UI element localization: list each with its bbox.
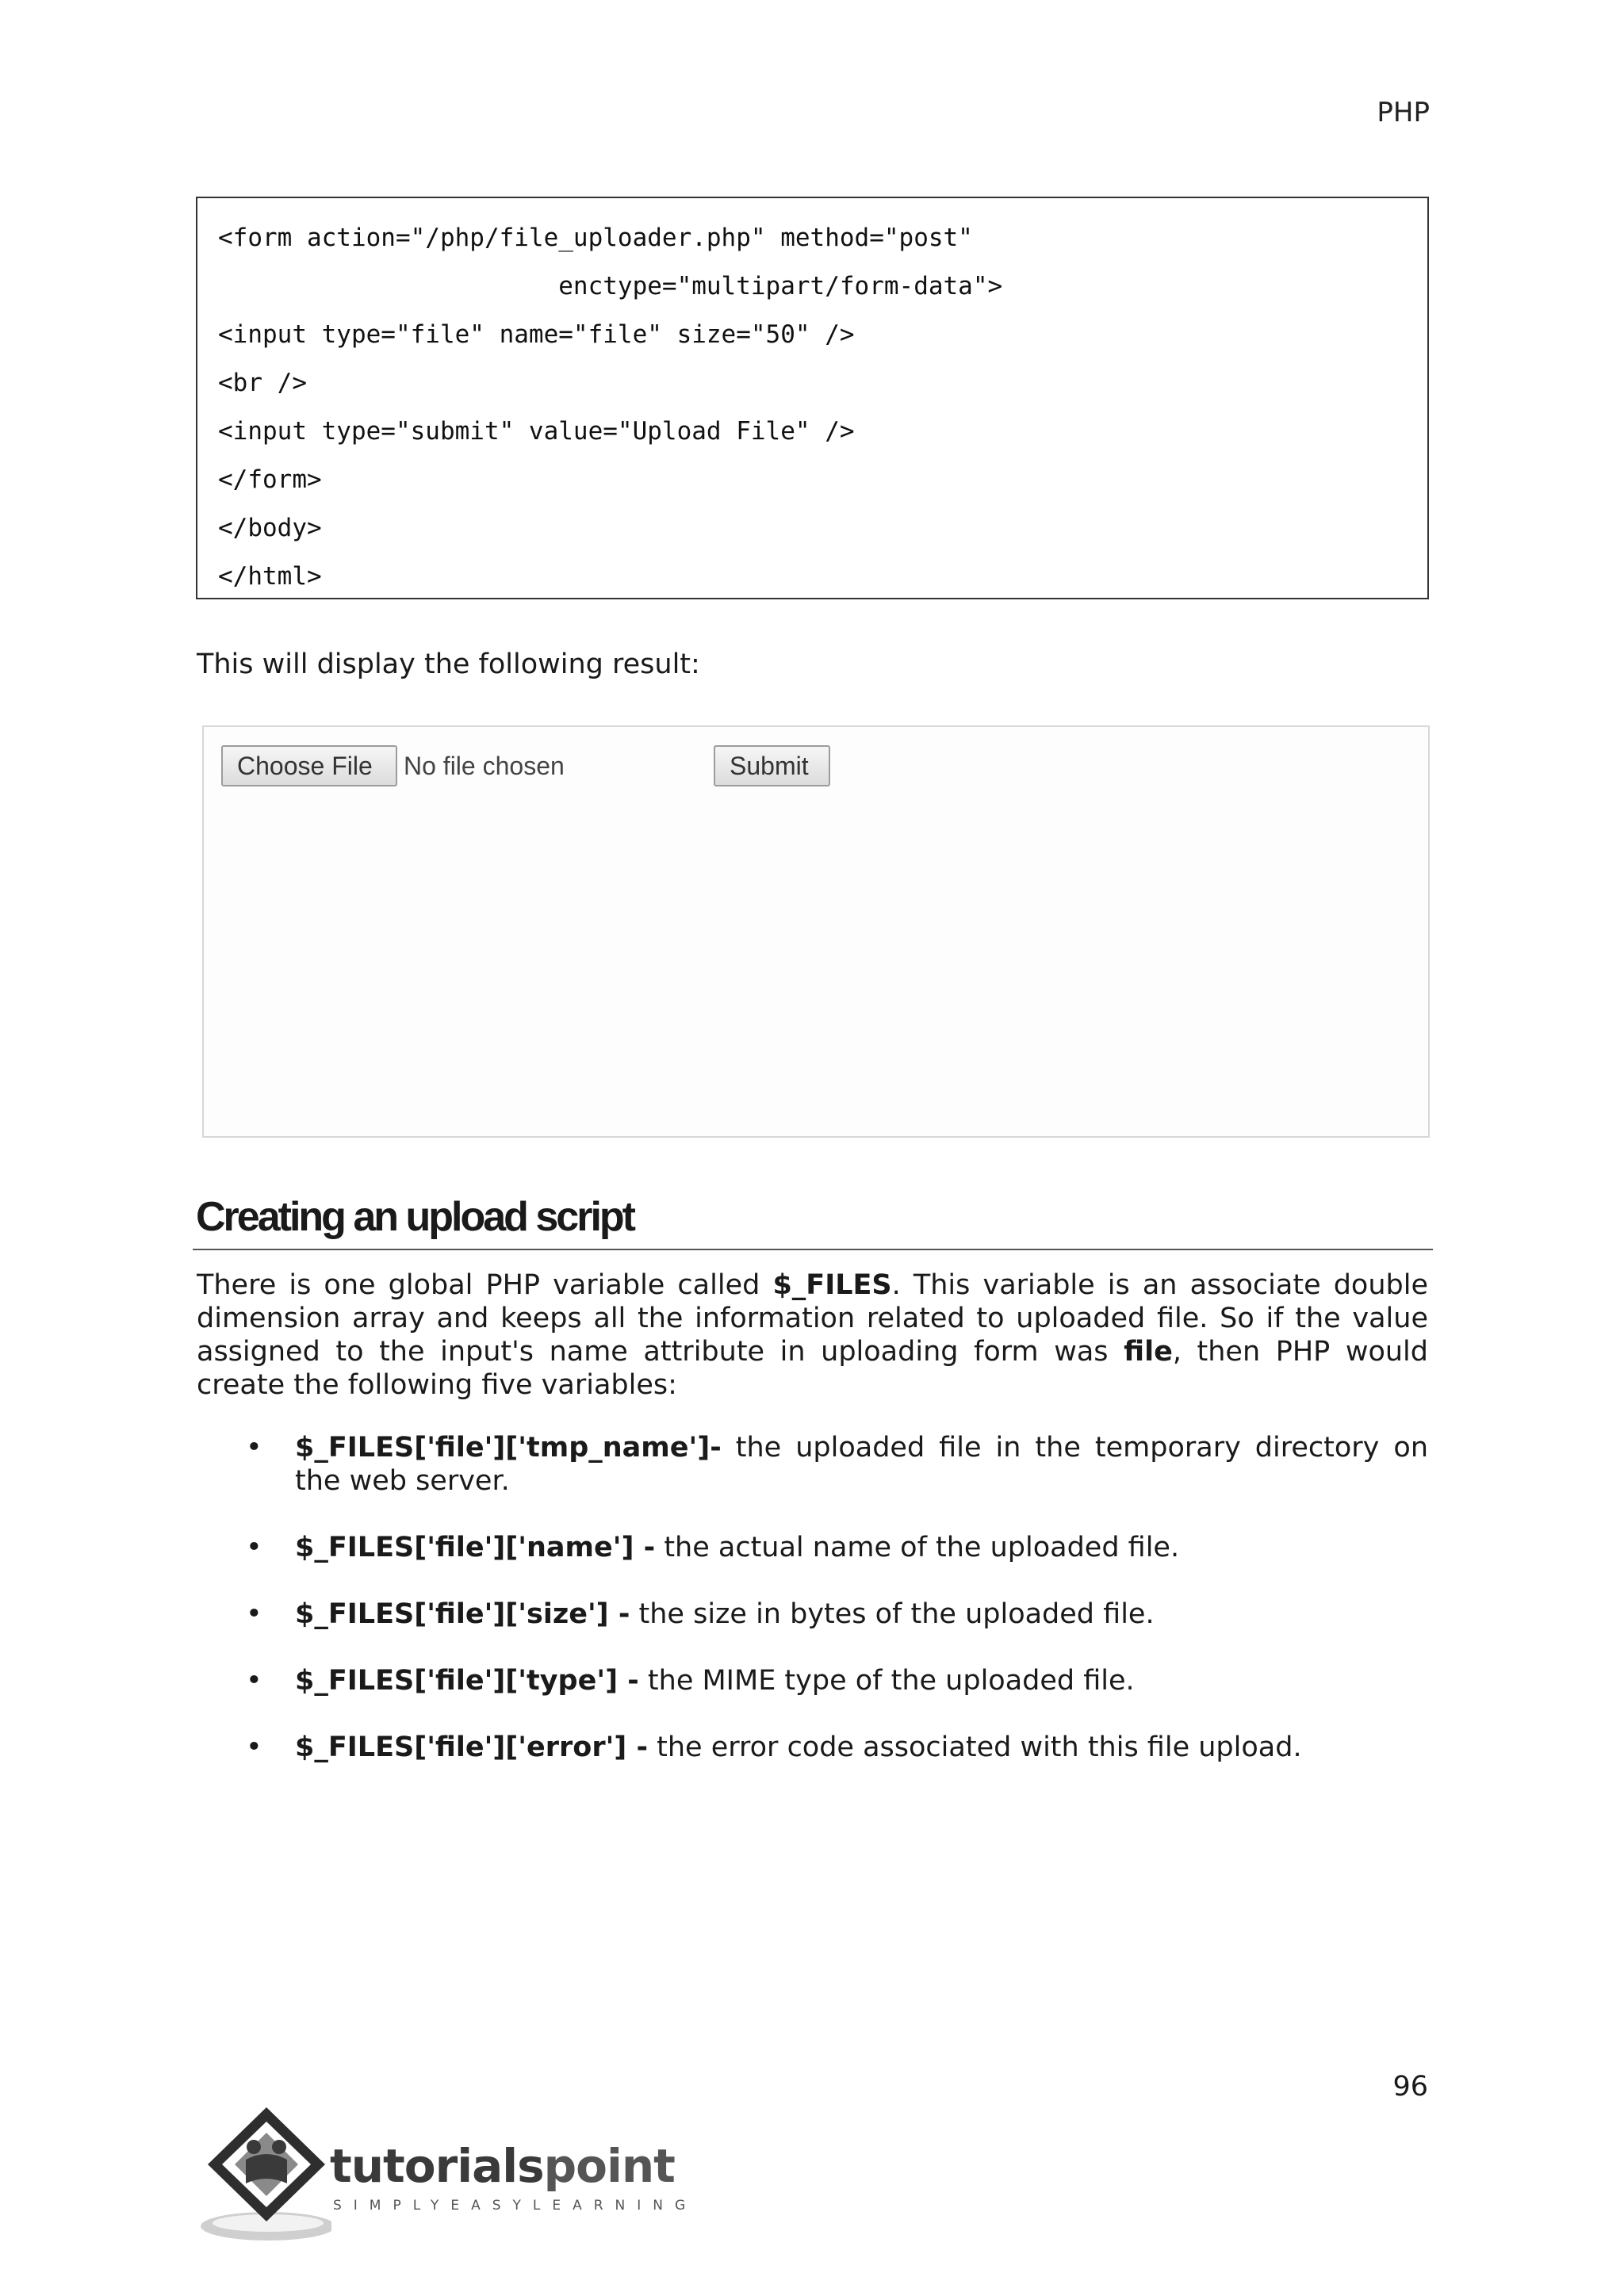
no-file-chosen-label: No file chosen [404,752,565,780]
code-block [196,197,1429,599]
result-intro-text: This will display the following result: [197,649,700,680]
list-item [197,1731,1428,1764]
list-item [197,1531,1428,1564]
upload-form-preview [202,725,1430,1138]
submit-button[interactable]: Submit [714,745,830,786]
list-item-desc: the size in bytes of the uploaded file. [630,1598,1155,1630]
para-bold-file: file [1124,1336,1173,1368]
list-item-term: $_FILES['file']['tmp_name']- [295,1432,722,1464]
list-item-desc: the actual name of the uploaded file. [655,1532,1180,1563]
list-item-term: $_FILES['file']['error'] - [295,1732,649,1763]
list-item-desc: the MIME type of the uploaded file. [638,1665,1135,1697]
para-text: There is one global PHP variable called [197,1269,773,1301]
logo-wordmark [330,2139,675,2193]
para-text: , then PHP would create the following five variables: [197,1336,1428,1401]
para-text: . This variable is an associate double dimension array and keeps all the information related to uploaded file. So if the value assigned to the input's name attribute in uploading form was [197,1269,1428,1368]
code-line: </html> [218,562,322,591]
logo-emblem-icon [197,2101,331,2244]
para-bold-files: $_FILES [772,1269,892,1301]
code-line: <form action="/php/file_uploader.php" method="post" [218,224,973,252]
logo-tagline: SIMPLYEASYLEARNING [333,2198,698,2214]
tutorialspoint-logo [197,2101,698,2244]
code-line: enctype="multipart/form-data"> [218,272,1003,300]
files-variable-list [197,1431,1428,1797]
section-title: Creating an upload script [196,1194,634,1240]
list-item-term: $_FILES['file']['name'] - [295,1532,656,1563]
logo-text-tutorials: tutorials [330,2139,544,2193]
choose-file-button[interactable]: Choose File [221,745,397,786]
code-line: </form> [218,465,322,494]
section-divider [193,1249,1433,1250]
page-header-title: PHP [1377,97,1430,128]
list-item [197,1664,1428,1697]
code-line: <input type="file" name="file" size="50" /> [218,320,855,349]
list-item-desc: the error code associated with this file upload. [648,1732,1302,1763]
section-paragraph [197,1269,1428,1402]
code-line: <input type="submit" value="Upload File" /> [218,417,855,446]
list-item [197,1598,1428,1631]
code-line: <br /> [218,369,307,397]
list-item-term: $_FILES['file']['size'] - [295,1598,630,1630]
code-line: </body> [218,514,322,542]
logo-text-point: point [543,2139,675,2193]
list-item-term: $_FILES['file']['type'] - [295,1665,639,1697]
list-item-desc: the uploaded file in the temporary directory on the web server. [295,1432,1428,1497]
page-number: 96 [1392,2071,1428,2103]
list-item [197,1431,1428,1498]
